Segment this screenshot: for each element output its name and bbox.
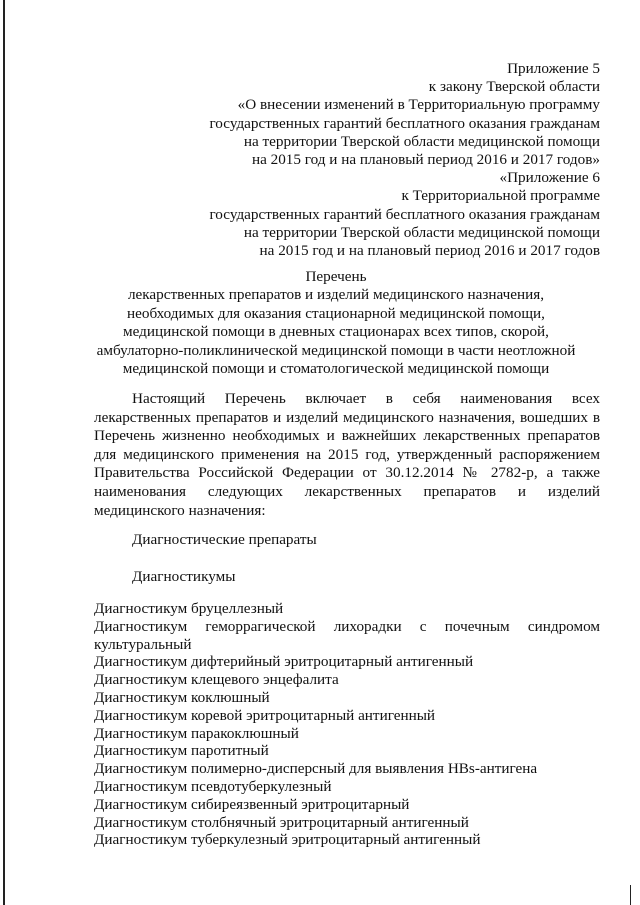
appendix-line: на территории Тверской области медицинской помощи [243,132,600,150]
list-item: Диагностикум бруцеллезный [94,600,284,617]
scan-bottom-edge-mark [630,885,631,905]
title-line: лекарственных препаратов и изделий медицинского назначения, [127,286,545,304]
intro-line: Перечень жизненно необходимых и важнейших лекарственных препаратов [94,427,600,445]
list-item: Диагностикум дифтерийный эритроцитарный антигенный [94,653,474,671]
appendix-line: на территории Тверской области медицинской помощи [243,223,600,241]
appendix-line: к Территориальной программе [401,187,600,205]
list-item: Диагностикум псевдотуберкулезный [94,777,332,795]
intro-line: медицинского назначения: [94,501,266,519]
document-title [86,268,586,378]
appendix-line: на 2015 год и на плановый период 2016 и 2017 годов [259,242,600,260]
appendix-line: на 2015 год и на плановый период 2016 и 2017 годов» [251,151,600,169]
title-line: медицинской помощи и стоматологической медицинской помощи [122,360,550,378]
appendix-line: к закону Тверской области [428,78,600,96]
list-item-line: Диагностикум геморрагической лихорадки с почечным синдромом [94,617,600,635]
appendix-line: государственных гарантий бесплатного оказания гражданам [209,114,600,132]
intro-line: лекарственных препаратов и изделий медицинского назначения, вошедших в [94,408,600,426]
list-item: Диагностикум туберкулезный эритроцитарный антигенный [94,831,481,849]
intro-paragraph [94,390,600,520]
title-line: амбулаторно-поликлинической медицинской помощи в части неотложной [96,341,576,359]
intro-line: Правительства Российской Федерации от 30.12.2014 № 2782-р, а также [94,464,600,482]
list-item: Диагностикум паракоклюшный [94,724,299,742]
list-item [94,618,600,654]
list-item: Диагностикум сибиреязвенный эритроцитарный [94,795,410,813]
list-item-line: культуральный [94,635,192,653]
appendix-line: «О внесении изменений в Территориальную программу [237,96,600,114]
section-heading-diagnostic-preparations: Диагностические препараты [132,531,317,548]
scan-left-edge-line [3,0,5,905]
title-heading: Перечень [305,268,367,285]
title-line: необходимых для оказания стационарной медицинской помощи, [127,304,545,322]
diagnosticum-list [94,600,600,849]
list-item: Диагностикум паротитный [94,742,269,760]
intro-line: Настоящий Перечень включает в себя наименования всех [132,390,600,407]
intro-line: наименования следующих лекарственных препаратов и изделий [94,482,600,500]
list-item: Диагностикум коревой эритроцитарный антигенный [94,706,436,724]
title-line: медицинской помощи в дневных стационарах всех типов, скорой, [123,323,549,341]
intro-line: для медицинского применения на 2015 год, утвержденный распоряжением [94,445,600,463]
appendix-line: «Приложение 6 [499,169,600,187]
appendix-line: государственных гарантий бесплатного оказания гражданам [209,205,600,223]
section-heading-diagnosticums: Диагностикумы [132,568,236,585]
list-item: Диагностикум полимерно-дисперсный для выявления HBs-антигена [94,760,538,778]
appendix-line: Приложение 5 [507,60,600,77]
list-item: Диагностикум столбнячный эритроцитарный антигенный [94,813,469,831]
appendix-header [150,60,600,260]
list-item: Диагностикум клещевого энцефалита [94,671,339,689]
list-item: Диагностикум коклюшный [94,688,270,706]
